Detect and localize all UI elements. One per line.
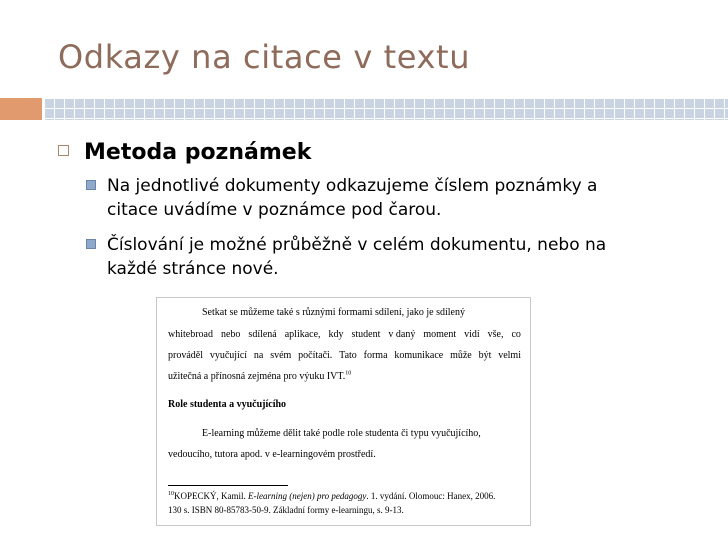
band-accent-block <box>0 98 42 120</box>
word: Tato <box>339 350 357 361</box>
word: sdílená <box>248 329 277 340</box>
filled-square-bullet-icon <box>86 180 96 190</box>
excerpt-line: vedoucího, tutora apod. v e-learningovém prostředí. <box>168 449 376 460</box>
word: komunikace <box>394 350 444 361</box>
excerpt-text: užitečná a přínosná zejména pro výuku IVT. <box>168 371 346 382</box>
excerpt-line <box>168 329 521 340</box>
word: student <box>351 329 381 340</box>
slide-title: Odkazy na citace v textu <box>58 38 471 76</box>
word: velmi <box>498 350 521 361</box>
word: být <box>478 350 492 361</box>
sub-bullet-line: citace uvádíme v poznámce pod čarou. <box>107 200 442 220</box>
sub-bullet-item <box>86 233 686 281</box>
bullet-label: Metoda poznámek <box>84 140 312 165</box>
word: vyučující <box>209 350 248 361</box>
word: vidí <box>464 329 480 340</box>
sub-bullet-line: Na jednotlivé dokumenty odkazujeme číslem poznámky a <box>107 176 598 196</box>
sub-bullet-line: každé stránce nové. <box>107 259 279 279</box>
word: může <box>450 350 472 361</box>
excerpt-line: Setkat se můžeme také s různými formami sdílení, jako je sdílený <box>202 307 465 318</box>
footnote-reference: 10 <box>345 370 352 377</box>
document-excerpt-image <box>156 297 531 526</box>
word: v daný <box>388 329 416 340</box>
word: moment <box>423 329 457 340</box>
excerpt-line <box>168 350 521 361</box>
word: whitebroad <box>168 329 213 340</box>
word: počítači. <box>298 350 333 361</box>
footnote-line: 130 s. ISBN 80-85783-50-9. Základní formy e-learningu, s. 9-13. <box>168 505 404 515</box>
square-bullet-icon <box>58 145 69 156</box>
word: vše, <box>487 329 504 340</box>
sub-bullet-item <box>86 174 686 222</box>
word: na <box>253 350 264 361</box>
excerpt-line <box>168 371 351 382</box>
word: forma <box>363 350 388 361</box>
word: nebo <box>220 329 241 340</box>
sub-bullet-line: Číslování je možné průběžně v celém dokumentu, nebo na <box>107 235 607 255</box>
word: kdy <box>328 329 344 340</box>
word: prováděl <box>168 350 203 361</box>
word: aplikace, <box>284 329 321 340</box>
footnote-separator <box>168 485 288 486</box>
footnote-title: E-learning (nejen) pro pedagogy <box>248 491 367 501</box>
excerpt-line: E-learning můžeme dělit také podle role studenta či typu vyučujícího, <box>202 428 481 439</box>
decorative-band <box>0 98 728 120</box>
filled-square-bullet-icon <box>86 239 96 249</box>
excerpt-heading: Role studenta a vyučujícího <box>168 399 287 410</box>
word: svém <box>270 350 292 361</box>
footnote-details: . 1. vydání. Olomouc: Hanex, 2006. <box>366 491 496 501</box>
word: co <box>511 329 521 340</box>
band-grid-pattern <box>44 98 728 120</box>
footnote-number: 10 <box>168 491 174 497</box>
footnote-line <box>168 491 495 501</box>
footnote-author: KOPECKÝ, Kamil. <box>174 491 246 501</box>
